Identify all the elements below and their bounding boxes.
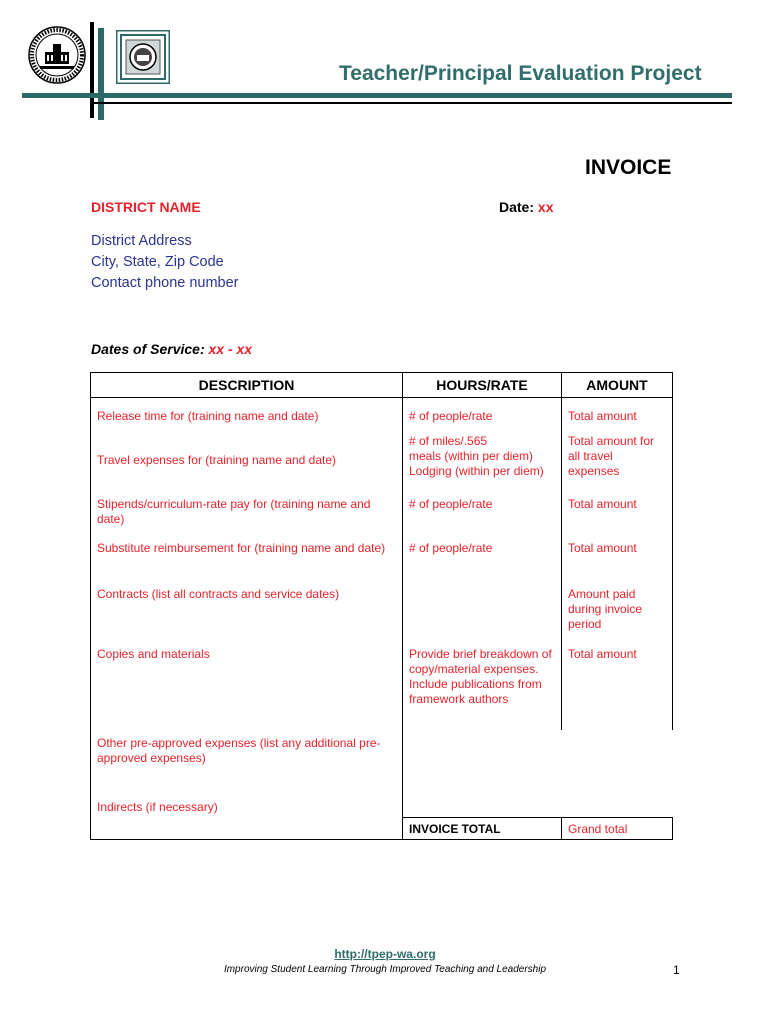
row-description: Contracts (list all contracts and service dates)	[97, 586, 340, 601]
total-row	[91, 818, 673, 840]
address-line: District Address	[91, 233, 192, 249]
table-header-row	[91, 373, 673, 398]
row-amount	[562, 730, 673, 736]
row-amount: Total amount	[568, 646, 637, 661]
row-description: Stipends/curriculum-rate pay for (training name and date)	[97, 496, 371, 526]
row-description: Other pre-approved expenses (list any additional pre-approved expenses)	[97, 735, 381, 765]
footer-tagline: Improving Student Learning Through Improved Teaching and Leadership	[223, 964, 547, 975]
table-row	[91, 491, 673, 535]
table-row	[91, 800, 673, 818]
table-row	[91, 431, 673, 491]
row-hours-rate	[403, 581, 561, 587]
row-description: Release time for (training name and date)	[97, 409, 319, 423]
agency-seal-icon	[116, 30, 170, 84]
header-rule-horizontal-dark	[90, 102, 732, 104]
row-hours-rate: # of people/rate	[409, 409, 493, 423]
table-row	[91, 398, 673, 431]
row-description: Indirects (if necessary)	[97, 799, 218, 814]
row-description: Travel expenses for (training name and date)	[97, 453, 337, 467]
footer-website-link[interactable]: http://tpep-wa.org	[334, 947, 436, 961]
state-seal-icon	[28, 24, 86, 86]
row-description: Copies and materials	[97, 646, 210, 661]
page-number: 1	[673, 963, 680, 977]
row-amount	[562, 800, 673, 806]
row-amount: Amount paid during invoice period	[568, 586, 643, 631]
row-amount: Total amount for all travel expenses	[568, 433, 655, 478]
invoice-date	[499, 199, 553, 215]
service-label: Dates of Service:	[91, 341, 205, 357]
invoice-table	[90, 372, 673, 840]
row-amount: Total amount	[568, 540, 637, 555]
date-value: xx	[537, 199, 554, 215]
row-hours-rate: Provide brief breakdown of copy/material expenses. Include publications from framework authors	[409, 646, 552, 706]
row-hours-rate: # of miles/.565 meals (within per diem) Lodging (within per diem)	[409, 433, 544, 478]
dates-of-service	[91, 341, 252, 357]
invoice-total-value: Grand total	[568, 822, 628, 836]
address-line: City, State, Zip Code	[91, 254, 224, 270]
service-value: xx - xx	[208, 341, 253, 357]
row-hours-rate	[403, 800, 562, 806]
row-amount: Total amount	[568, 409, 637, 423]
address-line: Contact phone number	[91, 275, 239, 291]
header-rule-vertical-accent	[98, 28, 104, 120]
row-description: Substitute reimbursement for (training name and date)	[97, 540, 386, 555]
row-hours-rate	[403, 730, 562, 736]
date-label: Date:	[499, 199, 535, 215]
project-title: Teacher/Principal Evaluation Project	[339, 62, 702, 85]
table-row	[91, 730, 673, 800]
district-name: DISTRICT NAME	[91, 199, 201, 215]
row-hours-rate: # of people/rate	[409, 496, 493, 511]
row-hours-rate: # of people/rate	[409, 540, 493, 555]
table-row	[91, 535, 673, 581]
row-amount: Total amount	[568, 496, 637, 511]
table-row	[91, 581, 673, 641]
column-header-amount: AMOUNT	[562, 373, 673, 398]
invoice-total-label: INVOICE TOTAL	[409, 822, 501, 836]
column-header-hours-rate: HOURS/RATE	[403, 373, 562, 398]
table-row	[91, 641, 673, 730]
invoice-heading: INVOICE	[585, 156, 672, 179]
column-header-description: DESCRIPTION	[91, 373, 403, 398]
header-rule-horizontal-accent	[22, 93, 732, 98]
district-address-block	[91, 231, 239, 294]
